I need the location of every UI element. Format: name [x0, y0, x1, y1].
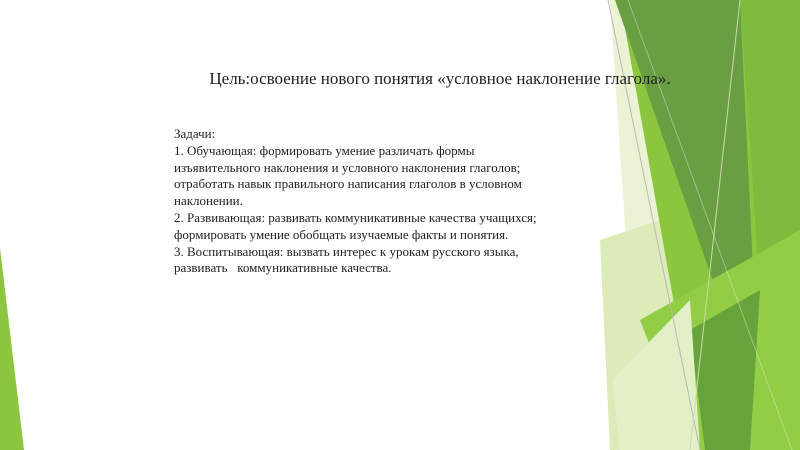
tasks-heading: Задачи:	[174, 126, 216, 141]
task-line: наклонении.	[174, 193, 243, 209]
tasks-text-block	[174, 126, 604, 277]
left-green-wedge	[0, 248, 24, 450]
task-line: отработать навык правильного написания глаголов в условном	[174, 176, 522, 192]
task-line: 1. Обучающая: формировать умение различать формы	[174, 142, 475, 158]
task-line: развивать коммуникативные качества.	[174, 260, 392, 276]
task-line: 2. Развивающая: развивать коммуникативные качества учащихся;	[174, 209, 537, 225]
task-line: изъявительного наклонения и условного наклонения глаголов;	[174, 159, 521, 175]
task-line: формировать умение обобщать изучаемые факты и понятия.	[174, 226, 509, 242]
task-line: 3. Воспитывающая: вызвать интерес к урокам русского языка,	[174, 243, 519, 259]
slide-title: Цель:освоение нового понятия «условное наклонение глагола».	[209, 69, 671, 88]
